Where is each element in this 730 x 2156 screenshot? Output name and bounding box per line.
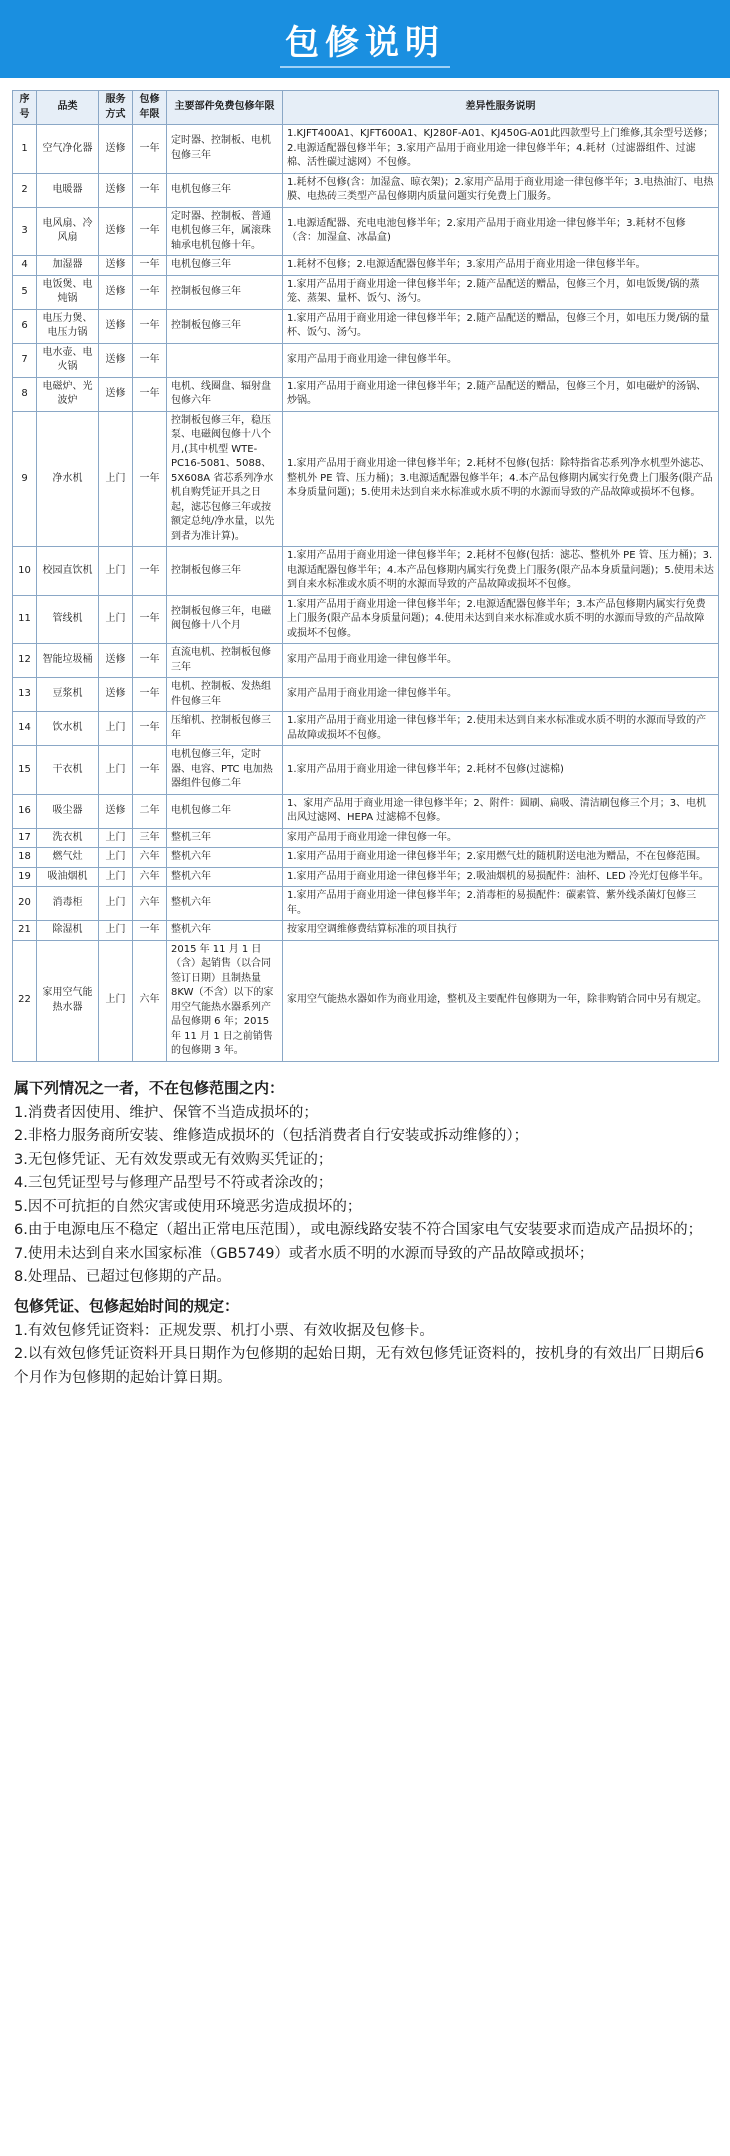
- rule-item: 2.以有效包修凭证资料开具日期作为包修期的起始日期，无有效包修凭证资料的，按机身的有效出厂日期后6个月作为包修期的起始计算日期。: [14, 1346, 705, 1386]
- row-years: 一年: [133, 547, 167, 596]
- table-row: [13, 921, 719, 941]
- table-row: [13, 867, 719, 887]
- row-parts: 2015 年 11 月 1 日（含）起销售（以合同签订日期）且制热量 8KW（不含）以下的家用空气能热水器系列产品包修期 6 年；2015 年 11 月 1 日之前销售的包修期 3 年。: [167, 940, 283, 1061]
- row-years: 一年: [133, 207, 167, 256]
- row-years: 六年: [133, 867, 167, 887]
- table-row: [13, 644, 719, 678]
- row-years: 一年: [133, 343, 167, 377]
- row-category: 洗衣机: [37, 828, 99, 848]
- exclusion-item: 2.非格力服务商所安装、维修造成损坏的（包括消费者自行安装或拆动维修的）；: [14, 1128, 529, 1145]
- row-parts: 电机、控制板、发热组件包修三年: [167, 678, 283, 712]
- row-service: 上门: [99, 921, 133, 941]
- notes-section: [0, 1062, 730, 1391]
- table-body: [13, 125, 719, 1062]
- row-parts: 定时器、控制板、电机包修三年: [167, 125, 283, 174]
- row-years: 一年: [133, 921, 167, 941]
- row-parts: 控制板包修三年: [167, 309, 283, 343]
- row-diff: 按家用空调维修费结算标准的项目执行: [283, 921, 719, 941]
- table-row: [13, 848, 719, 868]
- table-row: [13, 125, 719, 174]
- row-category: 管线机: [37, 595, 99, 644]
- row-number: 9: [13, 411, 37, 547]
- column-header: 品类: [37, 91, 99, 125]
- row-diff: 家用空气能热水器如作为商业用途，整机及主要配件包修期为一年，除非购销合同中另有规定。: [283, 940, 719, 1061]
- row-diff: 家用产品用于商业用途一律包修半年。: [283, 343, 719, 377]
- table-row: [13, 275, 719, 309]
- row-number: 8: [13, 377, 37, 411]
- row-diff: 1.电源适配器、充电电池包修半年；2.家用产品用于商业用途一律包修半年；3.耗材不包修（含：加湿盒、冰晶盒): [283, 207, 719, 256]
- row-number: 14: [13, 712, 37, 746]
- row-number: 22: [13, 940, 37, 1061]
- row-diff: 1、家用产品用于商业用途一律包修半年；2、附件：圆刷、扁吸、清洁刷包修三个月；3、电机出风过滤网、HEPA 过滤棉不包修。: [283, 794, 719, 828]
- row-parts: 整机六年: [167, 867, 283, 887]
- exclusion-heading: 属下列情况之一者，不在包修范围之内：: [14, 1078, 285, 1097]
- row-parts: 压缩机、控制板包修三年: [167, 712, 283, 746]
- row-years: 一年: [133, 309, 167, 343]
- row-parts: 控制板包修三年: [167, 547, 283, 596]
- row-number: 20: [13, 887, 37, 921]
- row-diff: 1.家用产品用于商业用途一律包修半年；2.消毒柜的易损配件：碳素管、紫外线杀菌灯包修三年。: [283, 887, 719, 921]
- page-title: 包修说明: [285, 22, 445, 63]
- exclusion-item: 7.使用未达到自来水国家标准（GB5749）或者水质不明的水源而导致的产品故障或损坏；: [14, 1245, 594, 1262]
- exclusion-item: 3.无包修凭证、无有效发票或无有效购买凭证的；: [14, 1151, 333, 1168]
- warranty-table: [12, 90, 719, 1062]
- row-years: 一年: [133, 595, 167, 644]
- row-number: 17: [13, 828, 37, 848]
- row-category: 智能垃圾桶: [37, 644, 99, 678]
- row-years: 六年: [133, 848, 167, 868]
- warranty-table-wrap: [0, 78, 730, 1062]
- row-service: 上门: [99, 867, 133, 887]
- table-row: [13, 712, 719, 746]
- table-header-row: [13, 91, 719, 125]
- row-category: 电饭煲、电炖锅: [37, 275, 99, 309]
- row-parts: [167, 343, 283, 377]
- row-years: 六年: [133, 940, 167, 1061]
- row-parts: 电机包修三年，定时器、电容、PTC 电加热器组件包修二年: [167, 746, 283, 795]
- row-diff: 家用产品用于商业用途一律包修半年。: [283, 678, 719, 712]
- row-number: 3: [13, 207, 37, 256]
- row-parts: 定时器、控制板、普通电机包修三年，属滚珠轴承电机包修十年。: [167, 207, 283, 256]
- row-service: 上门: [99, 848, 133, 868]
- row-years: 一年: [133, 644, 167, 678]
- row-diff: 1.家用产品用于商业用途一律包修半年；2.家用燃气灶的随机附送电池为赠品，不在包修范围。: [283, 848, 719, 868]
- row-number: 12: [13, 644, 37, 678]
- row-diff: 1.家用产品用于商业用途一律包修半年；2.随产品配送的赠品，包修三个月，如电饭煲/锅的蒸笼、蒸架、量杯、饭勺、汤勺。: [283, 275, 719, 309]
- rule-item: 1.有效包修凭证资料：正规发票、机打小票、有效收据及包修卡。: [14, 1322, 434, 1339]
- row-category: 燃气灶: [37, 848, 99, 868]
- row-diff: 1.KJFT400A1、KJFT600A1、KJ280F-A01、KJ450G-A01此四款型号上门维修,其余型号送修；2.电源适配器包修半年；3.家用产品用于商业用途一律包修半年；4.耗材（过滤器组件、过滤棉、活性碳过滤网）不包修。: [283, 125, 719, 174]
- row-parts: 电机包修三年: [167, 256, 283, 276]
- table-row: [13, 411, 719, 547]
- row-service: 上门: [99, 411, 133, 547]
- row-number: 6: [13, 309, 37, 343]
- row-number: 10: [13, 547, 37, 596]
- row-years: 二年: [133, 794, 167, 828]
- row-category: 净水机: [37, 411, 99, 547]
- row-diff: 家用产品用于商业用途一律包修半年。: [283, 644, 719, 678]
- table-row: [13, 309, 719, 343]
- row-diff: 1.家用产品用于商业用途一律包修半年；2.耗材不包修(包括：滤芯、整机外 PE 管、压力桶)；3.电源适配器包修半年；4.本产品包修期内属实行免费上门服务(限产品本身质量问题)；5.使用未达到自来水标准或水质不明的水源而导致的产品故障或损坏不包修。: [283, 547, 719, 596]
- row-number: 7: [13, 343, 37, 377]
- header-banner: [0, 0, 730, 78]
- row-category: 饮水机: [37, 712, 99, 746]
- row-category: 吸尘器: [37, 794, 99, 828]
- row-category: 电风扇、冷风扇: [37, 207, 99, 256]
- row-years: 一年: [133, 411, 167, 547]
- exclusion-item: 8.处理品、已超过包修期的产品。: [14, 1269, 231, 1286]
- row-service: 上门: [99, 712, 133, 746]
- row-years: 一年: [133, 256, 167, 276]
- row-category: 电暖器: [37, 173, 99, 207]
- row-category: 空气净化器: [37, 125, 99, 174]
- exclusion-item: 4.三包凭证型号与修理产品型号不符或者涂改的；: [14, 1175, 333, 1192]
- row-service: 上门: [99, 828, 133, 848]
- row-diff: 1.家用产品用于商业用途一律包修半年；2.吸油烟机的易损配件：油杯、LED 冷光灯包修半年。: [283, 867, 719, 887]
- column-header: 序号: [13, 91, 37, 125]
- rules-heading: 包修凭证、包修起始时间的规定：: [14, 1296, 240, 1315]
- table-row: [13, 887, 719, 921]
- row-years: 一年: [133, 173, 167, 207]
- table-row: [13, 595, 719, 644]
- row-category: 消毒柜: [37, 887, 99, 921]
- row-years: 六年: [133, 887, 167, 921]
- row-category: 吸油烟机: [37, 867, 99, 887]
- row-number: 4: [13, 256, 37, 276]
- column-header: 包修年限: [133, 91, 167, 125]
- column-header: 差异性服务说明: [283, 91, 719, 125]
- row-parts: 整机三年: [167, 828, 283, 848]
- table-row: [13, 377, 719, 411]
- row-years: 一年: [133, 746, 167, 795]
- row-number: 19: [13, 867, 37, 887]
- row-number: 18: [13, 848, 37, 868]
- row-category: 除湿机: [37, 921, 99, 941]
- row-diff: 家用产品用于商业用途一律包修一年。: [283, 828, 719, 848]
- row-service: 送修: [99, 644, 133, 678]
- row-service: 送修: [99, 678, 133, 712]
- row-category: 校园直饮机: [37, 547, 99, 596]
- row-service: 送修: [99, 256, 133, 276]
- row-service: 送修: [99, 794, 133, 828]
- row-service: 送修: [99, 343, 133, 377]
- row-service: 上门: [99, 746, 133, 795]
- row-service: 送修: [99, 125, 133, 174]
- table-row: [13, 746, 719, 795]
- row-diff: 1.耗材不包修(含：加湿盒、晾衣架)；2.家用产品用于商业用途一律包修半年；3.电热油汀、电热膜、电热砖三类型产品包修期内质量问题实行免费上门服务。: [283, 173, 719, 207]
- row-category: 电磁炉、光波炉: [37, 377, 99, 411]
- row-number: 21: [13, 921, 37, 941]
- table-row: [13, 940, 719, 1061]
- table-row: [13, 343, 719, 377]
- row-parts: 控制板包修三年: [167, 275, 283, 309]
- row-parts: 整机六年: [167, 921, 283, 941]
- row-diff: 1.家用产品用于商业用途一律包修半年；2.随产品配送的赠品，包修三个月，如电压力煲/锅的量杯、饭勺、汤勺。: [283, 309, 719, 343]
- table-row: [13, 828, 719, 848]
- table-row: [13, 207, 719, 256]
- row-diff: 1.家用产品用于商业用途一律包修半年；2.耗材不包修(过滤棉): [283, 746, 719, 795]
- title-underline: [280, 66, 450, 68]
- row-number: 5: [13, 275, 37, 309]
- row-number: 1: [13, 125, 37, 174]
- row-parts: 电机、线圈盘、辐射盘包修六年: [167, 377, 283, 411]
- table-row: [13, 794, 719, 828]
- row-years: 一年: [133, 678, 167, 712]
- row-years: 三年: [133, 828, 167, 848]
- row-diff: 1.家用产品用于商业用途一律包修半年；2.电源适配器包修半年；3.本产品包修期内属实行免费上门服务(限产品本身质量问题)；4.使用未达到自来水标准或水质不明的水源而导致的产品故障或损坏不包修。: [283, 595, 719, 644]
- row-number: 2: [13, 173, 37, 207]
- row-category: 加湿器: [37, 256, 99, 276]
- row-category: 电压力煲、电压力锅: [37, 309, 99, 343]
- row-years: 一年: [133, 125, 167, 174]
- row-parts: 电机包修三年: [167, 173, 283, 207]
- row-parts: 直流电机、控制板包修三年: [167, 644, 283, 678]
- row-diff: 1.家用产品用于商业用途一律包修半年；2.耗材不包修(包括：除特指省芯系列净水机型外滤芯、整机外 PE 管、压力桶)；3.电源适配器包修半年；4.本产品包修期内属实行免费上门服务(限产品本身质量问题)；5.使用未达到自来水标准或水质不明的水源而导致的产品故障或损坏不包修。: [283, 411, 719, 547]
- row-number: 11: [13, 595, 37, 644]
- row-service: 上门: [99, 887, 133, 921]
- table-row: [13, 547, 719, 596]
- row-category: 豆浆机: [37, 678, 99, 712]
- row-number: 16: [13, 794, 37, 828]
- row-service: 上门: [99, 940, 133, 1061]
- row-diff: 1.家用产品用于商业用途一律包修半年；2.使用未达到自来水标准或水质不明的水源而导致的产品故障或损坏不包修。: [283, 712, 719, 746]
- row-diff: 1.家用产品用于商业用途一律包修半年；2.随产品配送的赠品，包修三个月，如电磁炉的汤锅、炒锅。: [283, 377, 719, 411]
- row-diff: 1.耗材不包修；2.电源适配器包修半年；3.家用产品用于商业用途一律包修半年。: [283, 256, 719, 276]
- column-header: 主要部件免费包修年限: [167, 91, 283, 125]
- row-parts: 整机六年: [167, 887, 283, 921]
- row-category: 家用空气能热水器: [37, 940, 99, 1061]
- exclusion-item: 6.由于电源电压不稳定（超出正常电压范围），或电源线路安装不符合国家电气安装要求而造成产品损坏的；: [14, 1222, 703, 1239]
- column-header: 服务方式: [99, 91, 133, 125]
- row-service: 送修: [99, 275, 133, 309]
- exclusion-item: 1.消费者因使用、维护、保管不当造成损坏的；: [14, 1104, 318, 1121]
- row-service: 送修: [99, 173, 133, 207]
- row-parts: 整机六年: [167, 848, 283, 868]
- row-service: 送修: [99, 207, 133, 256]
- row-service: 上门: [99, 595, 133, 644]
- row-years: 一年: [133, 377, 167, 411]
- table-row: [13, 256, 719, 276]
- row-number: 15: [13, 746, 37, 795]
- row-parts: 电机包修二年: [167, 794, 283, 828]
- row-category: 电水壶、电火锅: [37, 343, 99, 377]
- row-number: 13: [13, 678, 37, 712]
- row-years: 一年: [133, 712, 167, 746]
- row-service: 送修: [99, 377, 133, 411]
- exclusion-item: 5.因不可抗拒的自然灾害或使用环境恶劣造成损坏的；: [14, 1198, 362, 1215]
- table-row: [13, 678, 719, 712]
- row-parts: 控制板包修三年，稳压泵、电磁阀包修十八个月,(其中机型 WTE-PC16-5081、5088、5X608A 省芯系列净水机自购凭证开具之日起，滤芯包修三年或按额定总纯/净水量，以先到者为准计算)。: [167, 411, 283, 547]
- row-service: 送修: [99, 309, 133, 343]
- row-years: 一年: [133, 275, 167, 309]
- row-parts: 控制板包修三年，电磁阀包修十八个月: [167, 595, 283, 644]
- row-category: 干衣机: [37, 746, 99, 795]
- table-row: [13, 173, 719, 207]
- row-service: 上门: [99, 547, 133, 596]
